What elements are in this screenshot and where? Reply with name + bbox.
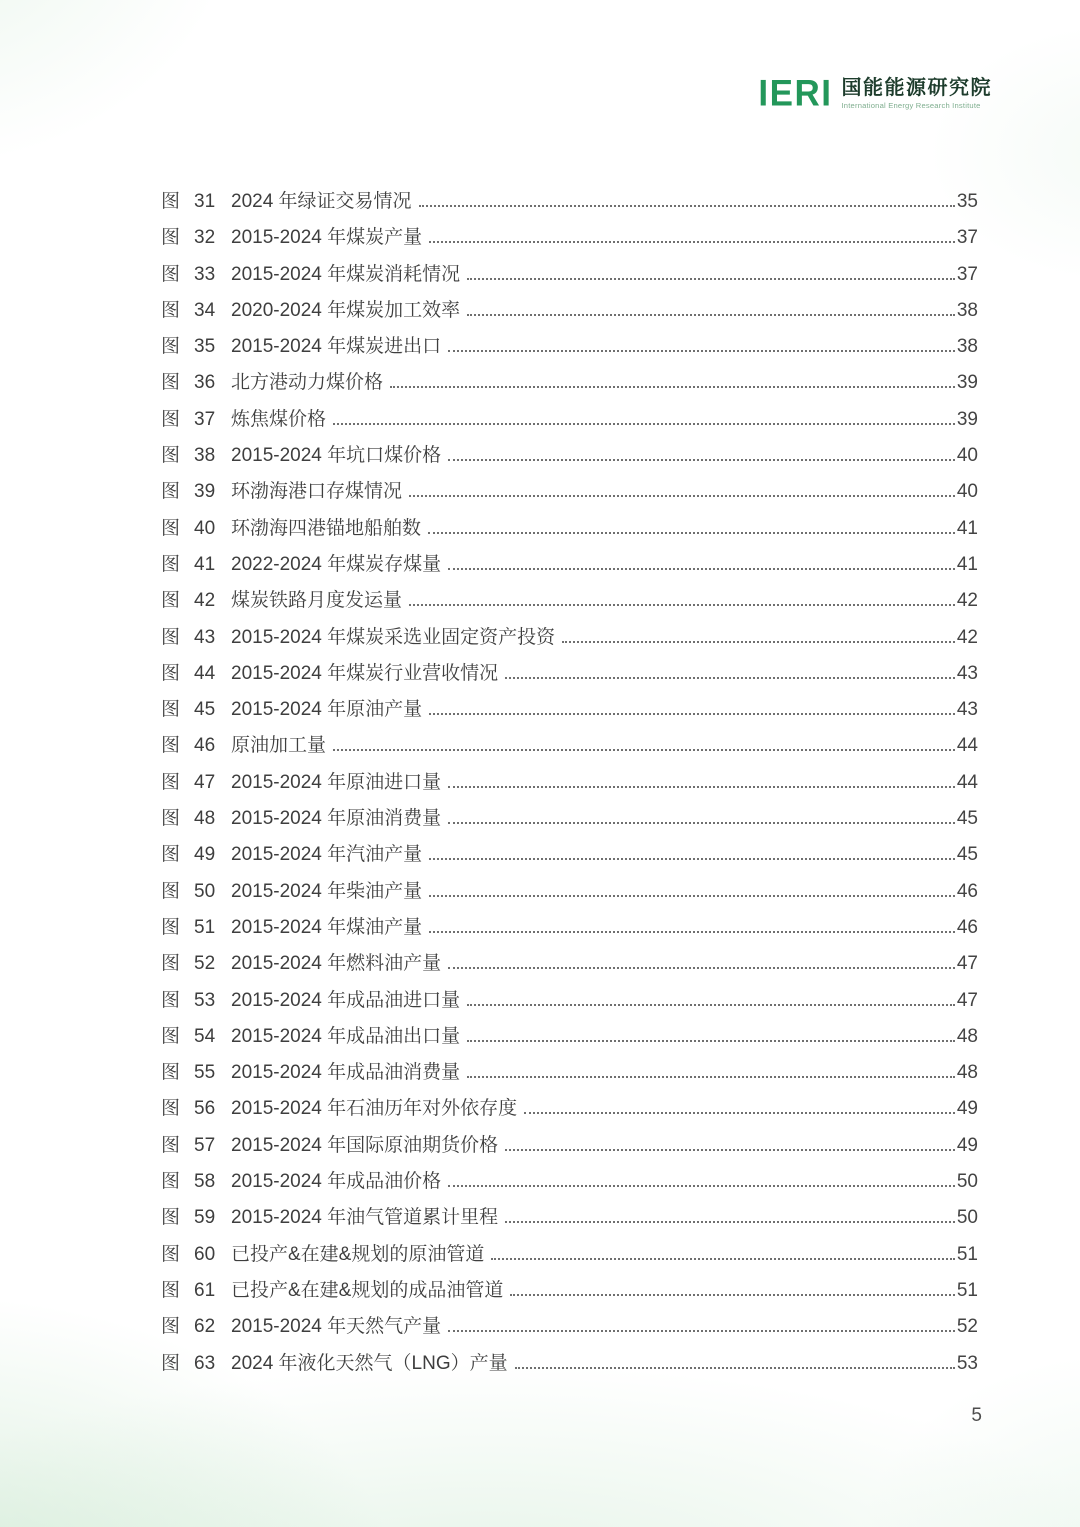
figure-number: 45 xyxy=(194,699,216,721)
figure-label: 图 xyxy=(161,191,181,212)
dot-leader xyxy=(390,386,955,388)
page-number: 40 xyxy=(956,481,978,503)
dot-leader xyxy=(448,1185,955,1187)
figure-title: 原油加工量 xyxy=(231,735,327,757)
figure-number: 46 xyxy=(194,735,216,757)
figure-number: 48 xyxy=(194,808,216,830)
figure-label: 图 xyxy=(161,1171,181,1193)
figure-label: 图 xyxy=(161,1316,181,1338)
figure-label: 图 xyxy=(161,372,181,394)
logo-names xyxy=(842,77,993,110)
dot-leader xyxy=(419,205,955,207)
figure-title: 2015-2024 年成品油进口量 xyxy=(231,989,461,1011)
figure-label: 图 xyxy=(161,299,181,321)
figure-number: 63 xyxy=(194,1352,216,1374)
figure-number: 44 xyxy=(194,662,216,684)
dot-leader xyxy=(562,641,955,643)
toc-entry xyxy=(161,1346,978,1382)
toc-entry xyxy=(161,728,978,764)
figure-title: 2015-2024 年煤炭产量 xyxy=(231,227,423,249)
figure-label: 图 xyxy=(161,735,181,757)
figure-number: 40 xyxy=(194,517,216,539)
dot-leader xyxy=(429,241,955,243)
page-number: 49 xyxy=(956,1098,978,1120)
figure-number: 33 xyxy=(194,263,216,285)
figure-label: 图 xyxy=(161,263,181,285)
toc-entry xyxy=(161,1273,978,1309)
page-number: 42 xyxy=(956,590,978,612)
figure-number: 34 xyxy=(194,299,216,321)
ieri-logo xyxy=(758,73,992,114)
dot-leader xyxy=(409,495,955,497)
logo-name-english: International Energy Research Institute xyxy=(841,100,981,110)
toc-entry xyxy=(161,402,978,438)
figure-label: 图 xyxy=(161,1134,181,1156)
toc-entry xyxy=(161,1091,978,1127)
toc-entry xyxy=(161,620,978,656)
figure-label: 图 xyxy=(161,1207,181,1229)
figure-label: 图 xyxy=(161,1352,181,1374)
figure-number: 41 xyxy=(194,553,216,575)
toc-entry xyxy=(161,511,978,547)
figure-title: 环渤海四港锚地船舶数 xyxy=(231,517,422,539)
figure-label: 图 xyxy=(161,916,181,938)
dot-leader xyxy=(429,858,955,860)
figure-label: 图 xyxy=(161,517,181,539)
toc-entry xyxy=(161,329,978,365)
dot-leader xyxy=(448,459,955,461)
page-number: 39 xyxy=(956,408,978,430)
toc-entry xyxy=(161,1055,978,1091)
figure-label: 图 xyxy=(161,408,181,430)
figure-number: 51 xyxy=(194,916,216,938)
page-number: 38 xyxy=(956,336,978,358)
figure-title: 2024 年液化天然气（LNG）产量 xyxy=(231,1352,508,1374)
page-number: 50 xyxy=(956,1207,978,1229)
page-number: 52 xyxy=(956,1316,978,1338)
page-number: 45 xyxy=(956,844,978,866)
figure-label: 图 xyxy=(161,662,181,684)
toc-entry xyxy=(161,946,978,982)
toc-entry xyxy=(161,837,978,873)
figure-label: 图 xyxy=(161,1098,181,1120)
dot-leader xyxy=(524,1112,955,1114)
figure-label: 图 xyxy=(161,808,181,830)
figure-title: 2020-2024 年煤炭加工效率 xyxy=(231,299,461,321)
figure-label: 图 xyxy=(161,989,181,1011)
page-number: 38 xyxy=(956,299,978,321)
page-number: 41 xyxy=(956,517,978,539)
figure-number: 31 xyxy=(194,191,216,212)
figure-number: 50 xyxy=(194,880,216,902)
figure-label: 图 xyxy=(161,1279,181,1301)
page-number: 46 xyxy=(956,916,978,938)
figure-number: 62 xyxy=(194,1316,216,1338)
figure-label: 图 xyxy=(161,336,181,358)
figure-number: 60 xyxy=(194,1243,216,1265)
figure-label: 图 xyxy=(161,481,181,503)
dot-leader xyxy=(333,423,955,425)
figure-title: 2015-2024 年成品油消费量 xyxy=(231,1062,461,1084)
toc-entry xyxy=(161,474,978,510)
logo-name-chinese: 国能能源研究院 xyxy=(841,76,992,99)
figure-number: 61 xyxy=(194,1279,216,1301)
page-number: 45 xyxy=(956,808,978,830)
toc-entry xyxy=(161,184,978,220)
toc-entry xyxy=(161,1019,978,1055)
figure-number: 37 xyxy=(194,408,216,430)
page-number: 44 xyxy=(956,735,978,757)
figure-title: 2015-2024 年国际原油期货价格 xyxy=(231,1134,499,1156)
dot-leader xyxy=(448,822,955,824)
figure-number: 39 xyxy=(194,481,216,503)
dot-leader xyxy=(428,532,955,534)
toc-entry xyxy=(161,656,978,692)
figure-label: 图 xyxy=(161,590,181,612)
toc-entry xyxy=(161,801,978,837)
figure-title: 2022-2024 年煤炭存煤量 xyxy=(231,553,442,575)
figure-title: 2015-2024 年燃料油产量 xyxy=(231,953,442,975)
toc-entry xyxy=(161,1200,978,1236)
figure-number: 58 xyxy=(194,1171,216,1193)
figure-title: 炼焦煤价格 xyxy=(231,408,327,430)
figure-number: 49 xyxy=(194,844,216,866)
dot-leader xyxy=(409,604,955,606)
figure-label: 图 xyxy=(161,880,181,902)
figure-title: 2015-2024 年成品油出口量 xyxy=(231,1025,461,1047)
toc-entry xyxy=(161,257,978,293)
toc-entry xyxy=(161,1237,978,1273)
figure-number: 55 xyxy=(194,1062,216,1084)
figure-number: 54 xyxy=(194,1025,216,1047)
dot-leader xyxy=(467,314,955,316)
figure-label: 图 xyxy=(161,553,181,575)
figure-title: 2015-2024 年油气管道累计里程 xyxy=(231,1207,499,1229)
figure-number: 47 xyxy=(194,771,216,793)
figure-number: 59 xyxy=(194,1207,216,1229)
figure-label: 图 xyxy=(161,227,181,249)
figure-number: 32 xyxy=(194,227,216,249)
figure-number: 52 xyxy=(194,953,216,975)
toc-entry xyxy=(161,910,978,946)
dot-leader xyxy=(448,1330,955,1332)
page-number: 51 xyxy=(956,1279,978,1301)
figure-label: 图 xyxy=(161,1243,181,1265)
figure-number: 35 xyxy=(194,336,216,358)
dot-leader xyxy=(491,1258,955,1260)
logo-acronym-icon: IERI xyxy=(758,73,833,114)
page-number: 49 xyxy=(956,1134,978,1156)
dot-leader xyxy=(505,1221,955,1223)
page-number: 50 xyxy=(956,1171,978,1193)
dot-leader xyxy=(448,350,955,352)
figure-number: 42 xyxy=(194,590,216,612)
page-number: 37 xyxy=(956,227,978,249)
dot-leader xyxy=(429,895,955,897)
figure-number: 43 xyxy=(194,626,216,648)
figure-label: 图 xyxy=(161,699,181,721)
figure-title: 已投产&在建&规划的原油管道 xyxy=(231,1243,485,1265)
dot-leader xyxy=(515,1367,955,1369)
dot-leader xyxy=(467,1004,955,1006)
figure-title: 环渤海港口存煤情况 xyxy=(231,481,403,503)
toc-entry xyxy=(161,765,978,801)
figure-title: 2015-2024 年天然气产量 xyxy=(231,1316,442,1338)
dot-leader xyxy=(467,278,955,280)
toc-entry xyxy=(161,983,978,1019)
toc-entry xyxy=(161,547,978,583)
page-number: 48 xyxy=(956,1062,978,1084)
dot-leader xyxy=(467,1040,955,1042)
dot-leader xyxy=(333,749,955,751)
page-number: 47 xyxy=(956,989,978,1011)
toc-entry xyxy=(161,438,978,474)
dot-leader xyxy=(429,713,955,715)
toc-entry xyxy=(161,1164,978,1200)
dot-leader xyxy=(448,568,955,570)
figure-label: 图 xyxy=(161,445,181,467)
figure-title: 2015-2024 年煤油产量 xyxy=(231,916,423,938)
figure-label: 图 xyxy=(161,844,181,866)
toc-entry xyxy=(161,220,978,256)
dot-leader xyxy=(467,1076,955,1078)
page-number: 53 xyxy=(956,1352,978,1374)
page-number: 51 xyxy=(956,1243,978,1265)
figure-title: 2015-2024 年煤炭采选业固定资产投资 xyxy=(231,626,556,648)
figure-label: 图 xyxy=(161,626,181,648)
page-number: 44 xyxy=(956,771,978,793)
page-number: 43 xyxy=(956,662,978,684)
figure-label: 图 xyxy=(161,953,181,975)
figure-title: 2015-2024 年汽油产量 xyxy=(231,844,423,866)
dot-leader xyxy=(448,786,955,788)
figure-title: 2015-2024 年成品油价格 xyxy=(231,1171,442,1193)
dot-leader xyxy=(448,967,955,969)
toc-entry xyxy=(161,692,978,728)
page-number: 42 xyxy=(956,626,978,648)
figure-title: 2015-2024 年煤炭行业营收情况 xyxy=(231,662,499,684)
figure-title: 2015-2024 年煤炭消耗情况 xyxy=(231,263,461,285)
figure-title: 2015-2024 年坑口煤价格 xyxy=(231,445,442,467)
toc-list xyxy=(161,184,978,1382)
figure-title: 已投产&在建&规划的成品油管道 xyxy=(231,1279,504,1301)
figure-title: 2015-2024 年原油产量 xyxy=(231,699,423,721)
figure-title: 2015-2024 年石油历年对外依存度 xyxy=(231,1098,518,1120)
page-number: 35 xyxy=(956,191,978,212)
figure-label: 图 xyxy=(161,1062,181,1084)
figure-title: 北方港动力煤价格 xyxy=(231,372,384,394)
figure-number: 36 xyxy=(194,372,216,394)
figure-number: 56 xyxy=(194,1098,216,1120)
toc-entry xyxy=(161,1309,978,1345)
page-number: 40 xyxy=(956,445,978,467)
toc-entry xyxy=(161,583,978,619)
dot-leader xyxy=(429,931,955,933)
toc-entry xyxy=(161,365,978,401)
page-number: 41 xyxy=(956,553,978,575)
page-number: 39 xyxy=(956,372,978,394)
figure-title: 2015-2024 年原油消费量 xyxy=(231,808,442,830)
figure-label: 图 xyxy=(161,1025,181,1047)
toc-entry xyxy=(161,293,978,329)
figure-title: 煤炭铁路月度发运量 xyxy=(231,590,403,612)
figure-number: 38 xyxy=(194,445,216,467)
dot-leader xyxy=(505,1149,955,1151)
page-number: 46 xyxy=(956,880,978,902)
page-number: 43 xyxy=(956,699,978,721)
figure-number: 53 xyxy=(194,989,216,1011)
footer-page-number: 5 xyxy=(971,1405,982,1426)
dot-leader xyxy=(505,677,955,679)
page-number: 37 xyxy=(956,263,978,285)
page-number: 47 xyxy=(956,953,978,975)
dot-leader xyxy=(510,1294,955,1296)
figure-title: 2024 年绿证交易情况 xyxy=(231,191,412,212)
figure-title: 2015-2024 年原油进口量 xyxy=(231,771,442,793)
figure-label: 图 xyxy=(161,771,181,793)
figure-title: 2015-2024 年煤炭进出口 xyxy=(231,336,442,358)
figure-title: 2015-2024 年柴油产量 xyxy=(231,880,423,902)
toc-entry xyxy=(161,874,978,910)
page-number: 48 xyxy=(956,1025,978,1047)
toc-entry xyxy=(161,1128,978,1164)
figure-number: 57 xyxy=(194,1134,216,1156)
